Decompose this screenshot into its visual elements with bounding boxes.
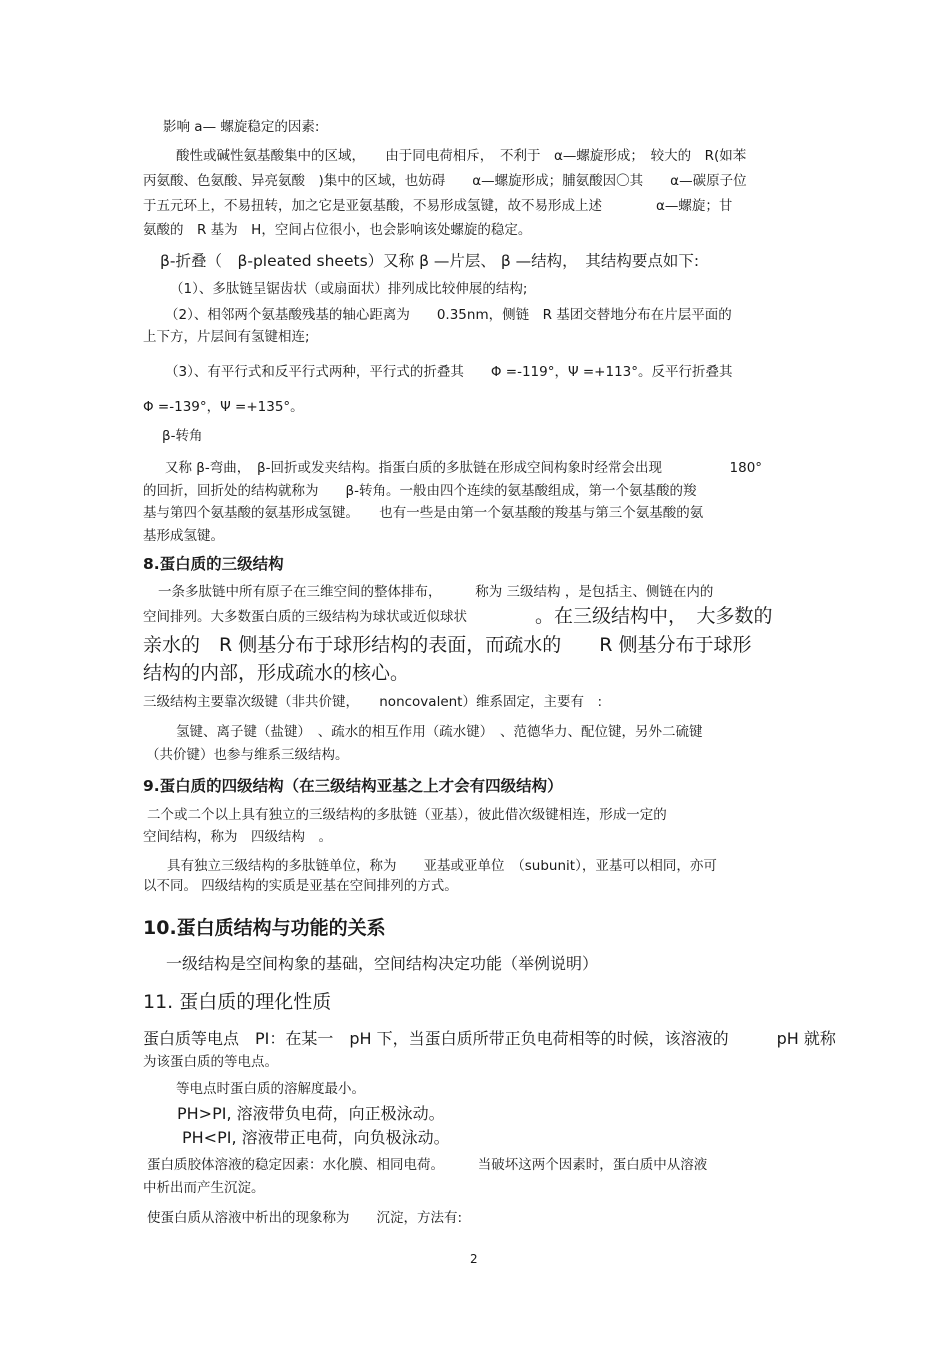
text-line: 结构的内部，形成疏水的核心。 [143, 662, 410, 684]
section-heading: 11. 蛋白质的理化性质 [143, 991, 332, 1013]
text-line: （1）、多肽链呈锯齿状（或扇面状）排列成比较伸展的结构; [170, 281, 528, 297]
text-line: PH>PI, 溶液带负电荷，向正极泳动。 [177, 1104, 445, 1123]
text-line: 二个或二个以上具有独立的三级结构的多肽链（亚基），彼此借次级键相连，形成一定的 [147, 807, 667, 823]
text-line: 空间结构，称为 四级结构 。 [143, 829, 332, 845]
text-line: 基形成氢键。 [143, 528, 224, 544]
text-line: 以不同。 四级结构的实质是亚基在空间排列的方式。 [143, 878, 458, 894]
text-line: （3）、有平行式和反平行式两种，平行式的折叠其 Φ =-119°，Ψ =+113°。反平行折叠其 [165, 364, 733, 380]
text-line: PH<PI, 溶液带正电荷，向负极泳动。 [182, 1128, 450, 1147]
section-heading: β-折叠（ β-pleated sheets）又称 β —片层、 β —结构， 其结构要点如下: [160, 252, 700, 270]
text-line: （2）、相邻两个氨基酸残基的轴心距离为 0.35nm，侧链 R 基团交替地分布在片层平面的 [165, 307, 732, 323]
text-line: （共价键）也参与维系三级结构。 [146, 747, 349, 763]
text-line: 影响 a— 螺旋稳定的因素: [163, 119, 320, 135]
page-number: 2 [470, 1252, 478, 1266]
text-line: 基与第四个氨基酸的氨基形成氢键。 也有一些是由第一个氨基酸的羧基与第三个氨基酸的氨 [143, 505, 704, 521]
text-line: 蛋白质胶体溶液的稳定因素：水化膜、相同电荷。 当破坏这两个因素时，蛋白质中从溶液 [147, 1157, 708, 1173]
text-line: 亲水的 R 侧基分布于球形结构的表面，而疏水的 R 侧基分布于球形 [143, 634, 752, 656]
text-line: 等电点时蛋白质的溶解度最小。 [176, 1081, 365, 1097]
text-line: 又称 β-弯曲， β-回折或发夹结构。指蛋白质的多肽链在形成空间构象时经常会出现 180° [165, 460, 763, 476]
text-line: 使蛋白质从溶液中析出的现象称为 沉淀，方法有: [147, 1210, 463, 1226]
text-line: 的回折，回折处的结构就称为 β-转角。一般由四个连续的氨基酸组成，第一个氨基酸的羧 [143, 483, 697, 499]
text-line: 氢键、离子键（盐键） 、疏水的相互作用（疏水键） 、范德华力、配位键，另外二硫键 [176, 724, 703, 740]
text-line: Φ =-139°，Ψ =+135°。 [143, 399, 304, 415]
section-heading: β-转角 [162, 428, 203, 444]
text-line: 氨酸的 R 基为 H，空间占位很小，也会影响该处螺旋的稳定。 [143, 222, 532, 238]
text-line: 中析出而产生沉淀。 [143, 1180, 265, 1196]
text-line: 一级结构是空间构象的基础，空间结构决定功能（举例说明） [166, 954, 599, 973]
section-heading: 8.蛋白质的三级结构 [143, 555, 284, 573]
text-line: 三级结构主要靠次级键（非共价键， noncovalent）维系固定，主要有 : [143, 694, 603, 710]
text-line: 空间排列。大多数蛋白质的三级结构为球状或近似球状 [143, 609, 467, 625]
section-heading: 9.蛋白质的四级结构（在三级结构亚基之上才会有四级结构） [143, 777, 563, 795]
text-line: 于五元环上，不易扭转，加之它是亚氨基酸，不易形成氢键，故不易形成上述 α—螺旋；甘 [143, 198, 733, 214]
text-line: 酸性或碱性氨基酸集中的区域， 由于同电荷相斥， 不利于 α—螺旋形成； 较大的 R(如苯 [176, 148, 747, 164]
section-heading: 10.蛋白质结构与功能的关系 [143, 917, 386, 939]
text-line: 一条多肽链中所有原子在三维空间的整体排布， 称为 三级结构 ，是包括主、侧链在内的 [158, 584, 714, 600]
text-line: 具有独立三级结构的多肽链单位，称为 亚基或亚单位 （subunit），亚基可以相同，亦可 [167, 858, 717, 874]
text-line: 上下方，片层间有氢键相连; [143, 329, 310, 345]
text-line: 为该蛋白质的等电点。 [143, 1054, 278, 1070]
text-line: 。在三级结构中， 大多数的 [535, 605, 773, 627]
text-line: 丙氨酸、色氨酸、异亮氨酸 )集中的区域，也妨碍 α—螺旋形成；脯氨酸因〇其 α—碳原子位 [143, 173, 747, 189]
text-line: 蛋白质等电点 PI：在某一 pH 下，当蛋白质所带正负电荷相等的时候，该溶液的 pH 就称 [143, 1029, 836, 1048]
